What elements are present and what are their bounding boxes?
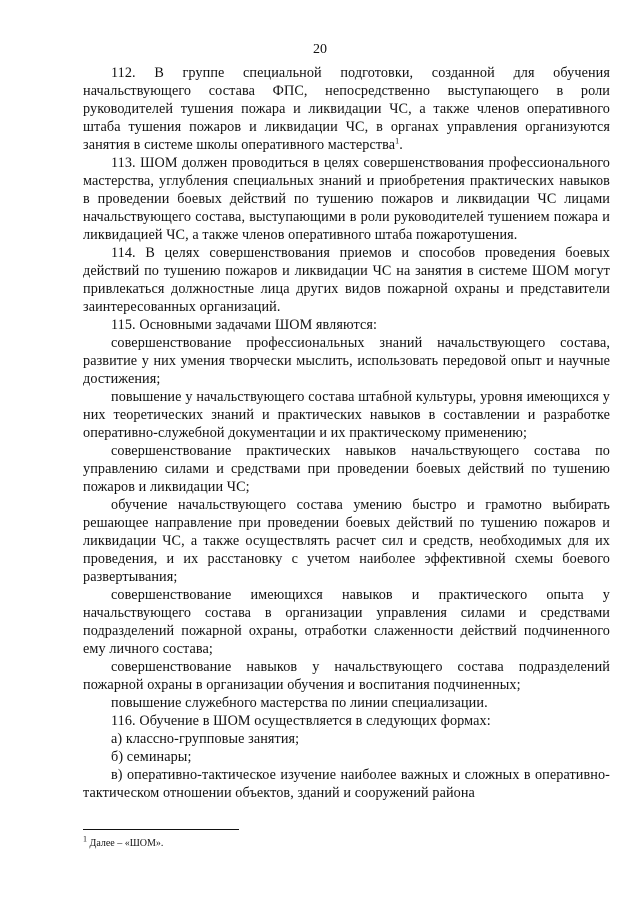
document-body bbox=[83, 64, 610, 802]
paragraph-112-text: 112. В группе специальной подготовки, созданной для обучения начальствующего состава ФПС, непосредственно выступающего в роли руководителей тушения пожара и ликвидации ЧС, а также членов оперативного штаба тушения пожаров и ликвидации ЧС, в органах управления организуются занятия в системе школы оперативного мастерства bbox=[83, 65, 610, 153]
task-item: повышение у начальствующего состава штабной культуры, уровня имеющихся у них теоретических знаний и практических навыков в составлении и разработке оперативно-служебной документации и их практическому применению; bbox=[83, 389, 610, 441]
footnote-marker: 1 bbox=[83, 834, 87, 844]
footnote-ref: 1 bbox=[395, 136, 400, 146]
paragraph-115: 115. Основными задачами ШОМ являются: bbox=[111, 317, 378, 333]
form-item: а) классно-групповые занятия; bbox=[111, 731, 300, 747]
form-item: б) семинары; bbox=[111, 749, 192, 765]
task-item: совершенствование практических навыков начальствующего состава по управлению силами и средствами при проведении боевых действий по тушению пожаров и ликвидации ЧС; bbox=[83, 443, 610, 495]
task-item: совершенствование профессиональных знаний начальствующего состава, развитие у них умения творчески мыслить, использовать передовой опыт и научные достижения; bbox=[83, 335, 610, 387]
task-item: обучение начальствующего состава умению быстро и грамотно выбирать решающее направление при проведении боевых действий по тушению пожаров и ликвидации ЧС, а также осуществлять расчет сил и средств, необходимых для их проведения, и их расстановку с учетом наиболее эффективной схемы боевого развертывания; bbox=[83, 497, 610, 585]
footnote-text: Далее – «ШОМ». bbox=[89, 838, 164, 849]
task-item: повышение служебного мастерства по линии специализации. bbox=[111, 695, 488, 711]
paragraph-112 bbox=[83, 64, 610, 154]
task-item: совершенствование навыков у начальствующего состава подразделений пожарной охраны в организации обучения и воспитания подчиненных; bbox=[83, 659, 610, 693]
paragraph-112-end: . bbox=[399, 137, 403, 153]
form-item: в) оперативно-тактическое изучение наиболее важных и сложных в оперативно-тактическом отношении объектов, зданий и сооружений района bbox=[83, 767, 610, 801]
footnote bbox=[83, 834, 164, 849]
page-number: 20 bbox=[313, 42, 327, 57]
task-item: совершенствование имеющихся навыков и практического опыта у начальствующего состава в организации управления силами и средствами подразделений пожарной охраны, отработки слаженности действий подчиненного ему личного состава; bbox=[83, 587, 610, 657]
paragraph-113: 113. ШОМ должен проводиться в целях совершенствования профессионального мастерства, углубления специальных знаний и приобретения практических навыков в проведении боевых действий по тушению пожаров и ликвидации ЧС лицами начальствующего состава, выступающими в роли руководителей тушением пожара и ликвидацией ЧС, а также членов оперативного штаба пожаротушения. bbox=[83, 155, 610, 243]
paragraph-116: 116. Обучение в ШОМ осуществляется в следующих формах: bbox=[111, 713, 491, 729]
footnote-divider bbox=[83, 829, 239, 830]
paragraph-114: 114. В целях совершенствования приемов и способов проведения боевых действий по тушению пожаров и ликвидации ЧС на занятия в системе ШОМ могут привлекаться должностные лица других видов пожарной охраны и представители заинтересованных организаций. bbox=[83, 245, 610, 315]
